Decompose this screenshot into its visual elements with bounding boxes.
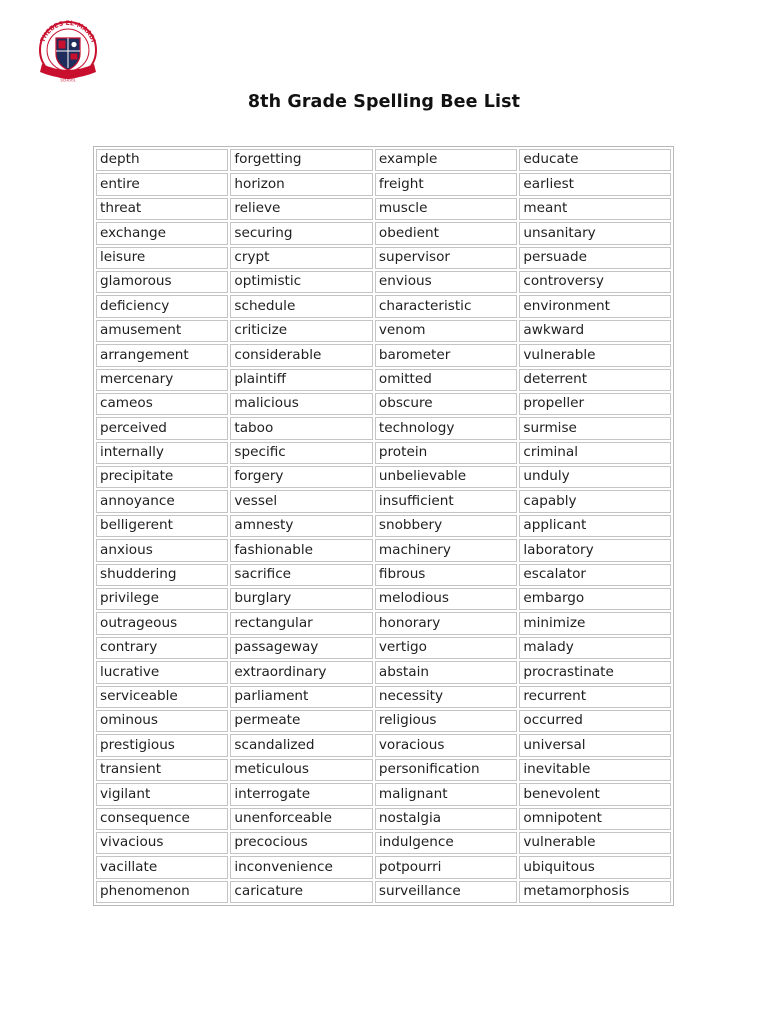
word-cell: schedule — [230, 295, 373, 317]
table-row — [96, 881, 671, 903]
word-cell: phenomenon — [96, 881, 228, 903]
table-row — [96, 320, 671, 342]
word-cell: parliament — [230, 686, 373, 708]
word-cell: minimize — [519, 612, 671, 634]
word-cell: nostalgia — [375, 808, 518, 830]
word-cell: insufficient — [375, 490, 518, 512]
table-row — [96, 271, 671, 293]
word-cell: freight — [375, 173, 518, 195]
word-cell: potpourri — [375, 856, 518, 878]
table-row — [96, 393, 671, 415]
word-cell: exchange — [96, 222, 228, 244]
word-cell: permeate — [230, 710, 373, 732]
word-cell: transient — [96, 759, 228, 781]
word-cell: inconvenience — [230, 856, 373, 878]
word-cell: ominous — [96, 710, 228, 732]
table-row — [96, 369, 671, 391]
word-cell: caricature — [230, 881, 373, 903]
logo-bottom-text: SCHOOL — [60, 78, 76, 83]
word-cell: unenforceable — [230, 808, 373, 830]
word-cell: depth — [96, 149, 228, 171]
word-cell: lucrative — [96, 661, 228, 683]
word-cell: amusement — [96, 320, 228, 342]
word-cell: controversy — [519, 271, 671, 293]
word-cell: universal — [519, 734, 671, 756]
word-cell: forgery — [230, 466, 373, 488]
word-cell: inevitable — [519, 759, 671, 781]
word-cell: propeller — [519, 393, 671, 415]
word-cell: technology — [375, 417, 518, 439]
word-cell: taboo — [230, 417, 373, 439]
word-cell: unduly — [519, 466, 671, 488]
word-cell: benevolent — [519, 783, 671, 805]
word-cell: mercenary — [96, 369, 228, 391]
table-row — [96, 247, 671, 269]
word-cell: criticize — [230, 320, 373, 342]
table-row — [96, 222, 671, 244]
table-row — [96, 539, 671, 561]
word-cell: internally — [96, 442, 228, 464]
word-cell: serviceable — [96, 686, 228, 708]
table-row — [96, 637, 671, 659]
word-cell: unsanitary — [519, 222, 671, 244]
word-cell: criminal — [519, 442, 671, 464]
word-cell: consequence — [96, 808, 228, 830]
word-cell: envious — [375, 271, 518, 293]
word-cell: anxious — [96, 539, 228, 561]
word-cell: entire — [96, 173, 228, 195]
word-cell: perceived — [96, 417, 228, 439]
word-cell: passageway — [230, 637, 373, 659]
word-cell: outrageous — [96, 612, 228, 634]
word-cell: characteristic — [375, 295, 518, 317]
word-cell: occurred — [519, 710, 671, 732]
logo-arc-text: THEBES EL-MAADI — [39, 19, 97, 44]
word-cell: precocious — [230, 832, 373, 854]
word-cell: vigilant — [96, 783, 228, 805]
word-cell: plaintiff — [230, 369, 373, 391]
word-cell: fibrous — [375, 564, 518, 586]
table-row — [96, 295, 671, 317]
word-cell: awkward — [519, 320, 671, 342]
word-cell: supervisor — [375, 247, 518, 269]
word-cell: persuade — [519, 247, 671, 269]
word-cell: interrogate — [230, 783, 373, 805]
word-cell: forgetting — [230, 149, 373, 171]
word-cell: educate — [519, 149, 671, 171]
word-cell: burglary — [230, 588, 373, 610]
word-cell: surveillance — [375, 881, 518, 903]
word-cell: contrary — [96, 637, 228, 659]
word-cell: vulnerable — [519, 832, 671, 854]
word-cell: embargo — [519, 588, 671, 610]
word-cell: honorary — [375, 612, 518, 634]
word-cell: melodious — [375, 588, 518, 610]
word-cell: shuddering — [96, 564, 228, 586]
table-row — [96, 783, 671, 805]
word-cell: recurrent — [519, 686, 671, 708]
table-row — [96, 588, 671, 610]
word-cell: deterrent — [519, 369, 671, 391]
word-cell: obscure — [375, 393, 518, 415]
word-cell: malady — [519, 637, 671, 659]
word-cell: securing — [230, 222, 373, 244]
word-cell: indulgence — [375, 832, 518, 854]
word-cell: precipitate — [96, 466, 228, 488]
table-row — [96, 173, 671, 195]
table-row — [96, 661, 671, 683]
word-cell: religious — [375, 710, 518, 732]
word-cell: unbelievable — [375, 466, 518, 488]
word-cell: example — [375, 149, 518, 171]
word-cell: voracious — [375, 734, 518, 756]
word-cell: snobbery — [375, 515, 518, 537]
word-cell: rectangular — [230, 612, 373, 634]
word-cell: relieve — [230, 198, 373, 220]
word-cell: crypt — [230, 247, 373, 269]
spelling-word-table — [93, 146, 674, 906]
word-cell: annoyance — [96, 490, 228, 512]
table-row — [96, 856, 671, 878]
word-cell: specific — [230, 442, 373, 464]
word-cell: metamorphosis — [519, 881, 671, 903]
word-table-body — [96, 149, 671, 903]
word-cell: vessel — [230, 490, 373, 512]
table-row — [96, 686, 671, 708]
word-cell: fashionable — [230, 539, 373, 561]
word-cell: extraordinary — [230, 661, 373, 683]
word-cell: leisure — [96, 247, 228, 269]
table-row — [96, 490, 671, 512]
word-cell: considerable — [230, 344, 373, 366]
word-cell: sacrifice — [230, 564, 373, 586]
word-cell: environment — [519, 295, 671, 317]
word-cell: venom — [375, 320, 518, 342]
table-row — [96, 734, 671, 756]
word-cell: belligerent — [96, 515, 228, 537]
word-cell: procrastinate — [519, 661, 671, 683]
table-row — [96, 808, 671, 830]
word-cell: malignant — [375, 783, 518, 805]
school-logo — [36, 16, 100, 84]
table-row — [96, 515, 671, 537]
word-cell: applicant — [519, 515, 671, 537]
page-title: 8th Grade Spelling Bee List — [247, 92, 521, 112]
table-row — [96, 198, 671, 220]
word-cell: malicious — [230, 393, 373, 415]
word-cell: escalator — [519, 564, 671, 586]
word-cell: omnipotent — [519, 808, 671, 830]
word-cell: earliest — [519, 173, 671, 195]
word-cell: muscle — [375, 198, 518, 220]
word-cell: optimistic — [230, 271, 373, 293]
word-cell: threat — [96, 198, 228, 220]
word-cell: cameos — [96, 393, 228, 415]
word-cell: privilege — [96, 588, 228, 610]
word-cell: capably — [519, 490, 671, 512]
school-crest-icon — [36, 16, 100, 84]
table-row — [96, 759, 671, 781]
word-cell: vivacious — [96, 832, 228, 854]
word-cell: vacillate — [96, 856, 228, 878]
word-cell: arrangement — [96, 344, 228, 366]
table-row — [96, 442, 671, 464]
word-cell: vulnerable — [519, 344, 671, 366]
word-cell: vertigo — [375, 637, 518, 659]
word-cell: personification — [375, 759, 518, 781]
word-cell: laboratory — [519, 539, 671, 561]
word-cell: barometer — [375, 344, 518, 366]
word-cell: protein — [375, 442, 518, 464]
word-cell: necessity — [375, 686, 518, 708]
word-cell: glamorous — [96, 271, 228, 293]
word-cell: ubiquitous — [519, 856, 671, 878]
word-cell: horizon — [230, 173, 373, 195]
word-cell: omitted — [375, 369, 518, 391]
word-cell: prestigious — [96, 734, 228, 756]
table-row — [96, 612, 671, 634]
table-row — [96, 710, 671, 732]
table-row — [96, 344, 671, 366]
word-cell: amnesty — [230, 515, 373, 537]
table-row — [96, 417, 671, 439]
word-cell: scandalized — [230, 734, 373, 756]
table-row — [96, 832, 671, 854]
word-cell: abstain — [375, 661, 518, 683]
word-cell: meticulous — [230, 759, 373, 781]
word-cell: deficiency — [96, 295, 228, 317]
word-cell: surmise — [519, 417, 671, 439]
word-cell: machinery — [375, 539, 518, 561]
table-row — [96, 466, 671, 488]
word-cell: obedient — [375, 222, 518, 244]
table-row — [96, 564, 671, 586]
word-cell: meant — [519, 198, 671, 220]
table-row — [96, 149, 671, 171]
